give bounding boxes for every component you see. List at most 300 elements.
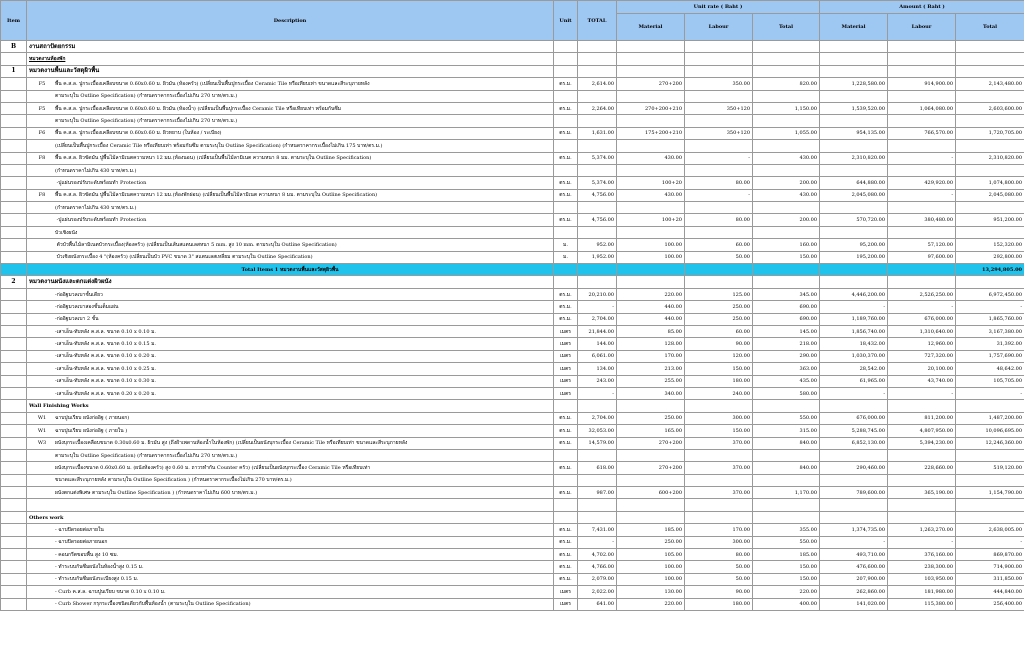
cell-item bbox=[1, 549, 27, 561]
cell-amount-total bbox=[956, 65, 1024, 77]
cell-quantity: 2,614.00 bbox=[578, 78, 617, 90]
cell-item: 1 bbox=[1, 65, 27, 77]
cell-rate-material: 185.00 bbox=[617, 524, 685, 536]
cell-quantity: - bbox=[578, 301, 617, 313]
cell-amount-total: 951,200.00 bbox=[956, 214, 1024, 226]
description-text: - ทำระบบกันซึมผนังระเบียงสูง 0.15 ม. bbox=[55, 576, 139, 583]
cell-amount-labour: - bbox=[888, 387, 956, 399]
table-row bbox=[1, 598, 1024, 610]
cell-amount-labour: 380,480.00 bbox=[888, 214, 956, 226]
cell-rate-material: 255.00 bbox=[617, 375, 685, 387]
cell-quantity: 32,053.00 bbox=[578, 425, 617, 437]
cell-item bbox=[1, 499, 27, 511]
cell-amount-total: 1,487,200.00 bbox=[956, 412, 1024, 424]
cell-rate-material: 250.00 bbox=[617, 536, 685, 548]
cell-amount-material bbox=[820, 140, 888, 152]
cell-amount-total: 2,045,080.00 bbox=[956, 189, 1024, 201]
cell-description bbox=[27, 313, 554, 325]
cell-rate-labour bbox=[685, 140, 753, 152]
cell-amount-total: 311,850.00 bbox=[956, 573, 1024, 585]
description-text: ตามระบุใน Outline Specification) (กำหนดราคากระเบื้องไม่เกิน 270 บาท/ตร.ม.) bbox=[55, 452, 238, 459]
cell-rate-total: 550.00 bbox=[753, 536, 820, 548]
cell-quantity bbox=[578, 41, 617, 53]
cell-amount-labour: 4,807,950.00 bbox=[888, 425, 956, 437]
cell-rate-total: 1,055.00 bbox=[753, 127, 820, 139]
cell-rate-labour: 50.00 bbox=[685, 251, 753, 263]
cell-amount-material: 61,965.00 bbox=[820, 375, 888, 387]
cell-rate-labour bbox=[685, 449, 753, 461]
description-text: ผนังตกแต่งพิเศษ ตามระบุใน Outline Specification ) (กำหนดราคาไม่เกิน 600 บาท/ตร.ม.) bbox=[55, 489, 258, 496]
cell-amount-labour: 811,200.00 bbox=[888, 412, 956, 424]
cell-quantity: 1,952.00 bbox=[578, 251, 617, 263]
cell-item bbox=[1, 177, 27, 189]
cell-rate-total: 1,150.00 bbox=[753, 102, 820, 114]
cell-description bbox=[27, 189, 554, 201]
cell-amount-material: 4,446,200.00 bbox=[820, 288, 888, 300]
cell-item bbox=[1, 437, 27, 449]
cell-quantity: 952.00 bbox=[578, 239, 617, 251]
cell-amount-total bbox=[956, 202, 1024, 214]
cell-item bbox=[1, 338, 27, 350]
table-row bbox=[1, 449, 1024, 461]
cell-rate-labour bbox=[685, 474, 753, 486]
description-text: (กำหนดราคาไม่เกิน 430 บาท/ตร.ม.) bbox=[55, 204, 137, 211]
description-text: ฉาบปูนเรียบ ผนังก่ออิฐ ( ภายใน ) bbox=[55, 427, 128, 434]
cell-description bbox=[27, 214, 554, 226]
table-row bbox=[1, 189, 1024, 201]
cell-rate-labour: 50.00 bbox=[685, 561, 753, 573]
cell-unit: ตร.ม. bbox=[554, 214, 578, 226]
cell-rate-total: 220.00 bbox=[753, 586, 820, 598]
cell-item bbox=[1, 325, 27, 337]
cell-unit: ตร.ม. bbox=[554, 561, 578, 573]
cell-unit bbox=[554, 474, 578, 486]
cell-item bbox=[1, 301, 27, 313]
cell-item bbox=[1, 524, 27, 536]
cell-rate-material bbox=[617, 115, 685, 127]
cell-quantity: 14,579.00 bbox=[578, 437, 617, 449]
cell-rate-labour: 250.00 bbox=[685, 313, 753, 325]
cell-amount-labour: 5,394,230.00 bbox=[888, 437, 956, 449]
cell-quantity bbox=[578, 53, 617, 65]
cell-description bbox=[27, 598, 554, 610]
cell-item bbox=[1, 511, 27, 523]
cell-amount-material: 1,856,740.00 bbox=[820, 325, 888, 337]
cell-rate-total: 315.00 bbox=[753, 425, 820, 437]
cell-amount-total: 6,972,450.00 bbox=[956, 288, 1024, 300]
description-text: (กำหนดราคาไม่เกิน 430 บาท/ตร.ม.) bbox=[55, 167, 137, 174]
table-row bbox=[1, 387, 1024, 399]
cell-item bbox=[1, 189, 27, 201]
cell-amount-labour: 228,660.00 bbox=[888, 462, 956, 474]
cell-description bbox=[27, 338, 554, 350]
cell-amount-material: 6,852,130.00 bbox=[820, 437, 888, 449]
cell-amount-total: 3,167,380.00 bbox=[956, 325, 1024, 337]
cell-item bbox=[1, 288, 27, 300]
cell-item bbox=[1, 140, 27, 152]
cell-description bbox=[27, 573, 554, 585]
cell-quantity: 2,704.00 bbox=[578, 313, 617, 325]
cell-unit: เมตร bbox=[554, 338, 578, 350]
cell-amount-labour bbox=[888, 41, 956, 53]
description-text: พื้น ค.ส.ล. ผิวขัดมัน ปูพื้นไม้ลามิเนตความหนา 12 มม.(ห้องนอน) (เปลี่ยนเป็นพื้นไม้ลามิเนต ความหนา 8 มม. ตามระบุใน Outline Specification) bbox=[55, 155, 372, 162]
cell-rate-material bbox=[617, 449, 685, 461]
cell-amount-material: 28,542.00 bbox=[820, 363, 888, 375]
cell-rate-material bbox=[617, 276, 685, 288]
table-row bbox=[1, 524, 1024, 536]
description-text: พื้น ค.ส.ล. ปูกระเบื้องเคลือบขนาด 0.60x0.60 ม. ผิวมัน (ห้องครัว) (เปลี่ยนเป็นพื้นปูกระเบื้อง Ceramic Tile หรือเทียบเท่า ขนาดและสีระบุภายหลัง bbox=[55, 80, 370, 87]
cell-amount-labour: 20,100.00 bbox=[888, 363, 956, 375]
table-row bbox=[1, 499, 1024, 511]
cell-amount-total: - bbox=[956, 387, 1024, 399]
cell-quantity bbox=[578, 499, 617, 511]
cell-rate-total: 840.00 bbox=[753, 462, 820, 474]
cell-rate-total: 150.00 bbox=[753, 573, 820, 585]
cell-quantity bbox=[578, 226, 617, 238]
cell-rate-total: 200.00 bbox=[753, 214, 820, 226]
cell-rate-material: 170.00 bbox=[617, 350, 685, 362]
cell-rate-total: 150.00 bbox=[753, 251, 820, 263]
table-row bbox=[1, 462, 1024, 474]
cell-unit: ตร.ม. bbox=[554, 152, 578, 164]
cell-quantity bbox=[578, 474, 617, 486]
cell-rate-total: 185.00 bbox=[753, 549, 820, 561]
cell-amount-total: 2,603,600.00 bbox=[956, 102, 1024, 114]
cell-unit: เมตร bbox=[554, 586, 578, 598]
cell-rate-total bbox=[753, 226, 820, 238]
cell-amount-total bbox=[956, 41, 1024, 53]
cell-amount-material: 141,020.00 bbox=[820, 598, 888, 610]
cell-rate-material: 220.00 bbox=[617, 288, 685, 300]
cell-rate-material bbox=[617, 474, 685, 486]
cell-amount-material: 476,600.00 bbox=[820, 561, 888, 573]
cell-item: 2 bbox=[1, 276, 27, 288]
cell-unit: ตร.ม. bbox=[554, 487, 578, 499]
description-text: -ก่ออิฐมวลเบาสองชั้นเต็มแผ่น bbox=[55, 303, 119, 310]
cell-quantity bbox=[578, 202, 617, 214]
cell-rate-total: 160.00 bbox=[753, 239, 820, 251]
cell-rate-labour bbox=[685, 499, 753, 511]
cell-item bbox=[1, 363, 27, 375]
table-row bbox=[1, 226, 1024, 238]
cell-amount-labour: - bbox=[888, 301, 956, 313]
cell-unit: ตร.ม. bbox=[554, 462, 578, 474]
cell-rate-labour: 370.00 bbox=[685, 437, 753, 449]
cell-rate-material: 130.00 bbox=[617, 586, 685, 598]
cell-rate-labour: 80.00 bbox=[685, 214, 753, 226]
cell-amount-material: 262,860.00 bbox=[820, 586, 888, 598]
table-row bbox=[1, 53, 1024, 65]
cell-rate-material: 100.00 bbox=[617, 239, 685, 251]
header-rate-labour: Labour bbox=[685, 14, 753, 41]
cell-rate-labour bbox=[685, 400, 753, 412]
header-rate-material: Material bbox=[617, 14, 685, 41]
cell-rate-material bbox=[617, 164, 685, 176]
cell-description bbox=[27, 449, 554, 461]
cell-rate-total bbox=[753, 115, 820, 127]
cell-unit: ตร.ม. bbox=[554, 437, 578, 449]
description-text: ตัวบัวพื้นไม้ลามิเนตบัวกระเบื้อง(ห้องครัว) (เปลี่ยนเป็นเส้นสแตนเลสหนา 5 mm. สูง 10 mm. ตามระบุใน Outline Specification) bbox=[55, 241, 337, 248]
cell-amount-material: 570,720.00 bbox=[820, 214, 888, 226]
cell-unit bbox=[554, 264, 578, 276]
cell-rate-labour: 370.00 bbox=[685, 462, 753, 474]
cell-rate-material: 430.00 bbox=[617, 152, 685, 164]
cell-quantity: 2,022.00 bbox=[578, 586, 617, 598]
item-code: F8 bbox=[38, 155, 46, 162]
cell-description bbox=[27, 325, 554, 337]
table-row bbox=[1, 350, 1024, 362]
cell-quantity: 4,756.00 bbox=[578, 214, 617, 226]
cell-unit: เมตร bbox=[554, 598, 578, 610]
cell-description bbox=[27, 425, 554, 437]
cell-description bbox=[27, 350, 554, 362]
cell-quantity: 4,756.00 bbox=[578, 189, 617, 201]
cell-amount-material: - bbox=[820, 536, 888, 548]
cell-description bbox=[27, 164, 554, 176]
cell-amount-total bbox=[956, 226, 1024, 238]
cell-unit: ตร.ม. bbox=[554, 189, 578, 201]
cell-amount-total: 12,246,360.00 bbox=[956, 437, 1024, 449]
cell-rate-total: 840.00 bbox=[753, 437, 820, 449]
cell-rate-material: 270+200+210 bbox=[617, 102, 685, 114]
cell-rate-total: 400.00 bbox=[753, 598, 820, 610]
cell-amount-labour: 181,980.00 bbox=[888, 586, 956, 598]
cell-amount-labour: - bbox=[888, 189, 956, 201]
cell-amount-labour: 365,190.00 bbox=[888, 487, 956, 499]
cell-rate-total: 363.00 bbox=[753, 363, 820, 375]
description-text: (เปลี่ยนเป็นพื้นปูกระเบื้อง Ceramic Tile หรือเทียบเท่า พร้อมกันซึม ตามระบุใน Outline Specification) (กำหนดราคากระเบื้องไม่เกิน 175 บาท/ตร.ม.) bbox=[55, 142, 383, 149]
cell-rate-labour: 90.00 bbox=[685, 338, 753, 350]
description-text: บัวเชิงผนัง bbox=[55, 229, 78, 236]
cell-unit: ตร.ม. bbox=[554, 78, 578, 90]
description-text: ผนังบุกระเบื้องขนาด 0.60x0.60 ม. (ผนังห้องครัว) สูง 0.60 ม. ถาวรทำกัน Counter ครัว) (เปลี่ยนเป็นผนังบุกระเบื้อง Ceramic Tile หรือเทียบเท่า bbox=[55, 464, 371, 471]
cell-amount-labour: 43,740.00 bbox=[888, 375, 956, 387]
cell-amount-total: 105,705.00 bbox=[956, 375, 1024, 387]
cell-amount-material bbox=[820, 65, 888, 77]
description-text: ตามระบุใน Outline Specification) (กำหนดราคากระเบื้องไม่เกิน 270 บาท/ตร.ม.) bbox=[55, 118, 238, 125]
cell-unit bbox=[554, 400, 578, 412]
cell-rate-material: 440.00 bbox=[617, 313, 685, 325]
cell-amount-total: 256,400.00 bbox=[956, 598, 1024, 610]
cell-amount-material: 1,030,370.00 bbox=[820, 350, 888, 362]
header-rate-total: Total bbox=[753, 14, 820, 41]
section-row bbox=[1, 41, 1024, 53]
cell-description bbox=[27, 412, 554, 424]
cell-quantity: 2,704.00 bbox=[578, 412, 617, 424]
table-row bbox=[1, 214, 1024, 226]
cell-amount-material: 207,900.00 bbox=[820, 573, 888, 585]
cell-quantity: 641.00 bbox=[578, 598, 617, 610]
cell-rate-labour bbox=[685, 202, 753, 214]
cell-rate-labour: 150.00 bbox=[685, 425, 753, 437]
cell-quantity: - bbox=[578, 536, 617, 548]
cell-rate-labour: 80.00 bbox=[685, 549, 753, 561]
cell-rate-material: 600+200 bbox=[617, 487, 685, 499]
cell-rate-total: 580.00 bbox=[753, 387, 820, 399]
cell-amount-material bbox=[820, 400, 888, 412]
cell-amount-material bbox=[820, 499, 888, 511]
cell-rate-total bbox=[753, 140, 820, 152]
cell-rate-total bbox=[753, 264, 820, 276]
cell-amount-total bbox=[956, 511, 1024, 523]
cell-amount-labour: - bbox=[888, 152, 956, 164]
cell-unit: ตร.ม. bbox=[554, 536, 578, 548]
cell-description: หมวดงานผนังและตกแต่งผิวผนัง bbox=[27, 276, 554, 288]
description-text: - คอนกรีตขอบพื้น สูง 10 ซม. bbox=[55, 551, 119, 558]
description-text: ขนาดและสีระบุภายหลัง ตามระบุใน Outline Specification ) (กำหนดราคากระเบื้องไม่เกิน 270 บาท/ตร.ม.) bbox=[55, 477, 292, 484]
cell-unit bbox=[554, 449, 578, 461]
cell-unit: ตร.ม. bbox=[554, 573, 578, 585]
cell-rate-material: 175+200+210 bbox=[617, 127, 685, 139]
cell-amount-labour bbox=[888, 499, 956, 511]
cell-amount-total bbox=[956, 499, 1024, 511]
cell-amount-material: - bbox=[820, 387, 888, 399]
cell-quantity bbox=[578, 276, 617, 288]
cell-rate-total bbox=[753, 65, 820, 77]
cell-description bbox=[27, 177, 554, 189]
cell-amount-material: 493,710.00 bbox=[820, 549, 888, 561]
cell-rate-material: 213.00 bbox=[617, 363, 685, 375]
cell-amount-material: 1,539,520.00 bbox=[820, 102, 888, 114]
boq-body bbox=[1, 41, 1024, 611]
cell-amount-labour bbox=[888, 140, 956, 152]
table-row bbox=[1, 78, 1024, 90]
description-text: ผนังบุกระเบื้องเคลือบขนาด 0.30x0.60 ม. ผิวมัน สูง (ถึงฝ้าเพดานห้องน้ำในห้องพัก) (เปลี่ยนเป็นผนังบุกระเบื้อง Ceramic Tile หรือเทียบเท่า ขนาดและสีระบุภายหลัง bbox=[55, 440, 408, 447]
cell-rate-labour: 120.00 bbox=[685, 350, 753, 362]
cell-amount-total bbox=[956, 115, 1024, 127]
cell-amount-total: 292,800.00 bbox=[956, 251, 1024, 263]
description-text: -ปูแผ่นรองปรับระดับพร้อมทำ Protection bbox=[55, 217, 147, 224]
cell-item bbox=[1, 375, 27, 387]
cell-unit bbox=[554, 90, 578, 102]
cell-amount-material: 95,200.00 bbox=[820, 239, 888, 251]
cell-amount-total bbox=[956, 474, 1024, 486]
cell-rate-labour: 150.00 bbox=[685, 363, 753, 375]
cell-amount-material bbox=[820, 90, 888, 102]
description-text: - ฉาบปิดรอยต่อภายใน bbox=[55, 526, 104, 533]
description-text: - ทำระบบกันซึมผนังในห้องน้ำสูง 0.15 ม. bbox=[55, 564, 144, 571]
cell-amount-total bbox=[956, 164, 1024, 176]
cell-amount-labour bbox=[888, 65, 956, 77]
table-row bbox=[1, 102, 1024, 114]
cell-rate-total bbox=[753, 202, 820, 214]
cell-rate-labour: 60.00 bbox=[685, 239, 753, 251]
header-unit-rate: Unit rate ( Baht ) bbox=[617, 1, 820, 14]
cell-description bbox=[27, 375, 554, 387]
cell-rate-material: 270+200 bbox=[617, 462, 685, 474]
cell-rate-total: 550.00 bbox=[753, 412, 820, 424]
cell-quantity: 2,264.00 bbox=[578, 102, 617, 114]
cell-description bbox=[27, 586, 554, 598]
description-text: - ฉาบปิดรอยต่อภายนอก bbox=[55, 539, 108, 546]
cell-description bbox=[27, 90, 554, 102]
cell-item bbox=[1, 561, 27, 573]
cell-amount-material bbox=[820, 53, 888, 65]
cell-rate-total: 430.00 bbox=[753, 152, 820, 164]
cell-amount-labour bbox=[888, 202, 956, 214]
cell-rate-total bbox=[753, 53, 820, 65]
cell-unit: ม. bbox=[554, 239, 578, 251]
cell-rate-total: 290.00 bbox=[753, 350, 820, 362]
cell-amount-labour: 12,960.00 bbox=[888, 338, 956, 350]
cell-item bbox=[1, 412, 27, 424]
cell-item bbox=[1, 127, 27, 139]
cell-item bbox=[1, 226, 27, 238]
header-amount-labour: Labour bbox=[888, 14, 956, 41]
cell-quantity: 20,210.00 bbox=[578, 288, 617, 300]
cell-rate-total: 200.00 bbox=[753, 177, 820, 189]
cell-amount-labour: 97,600.00 bbox=[888, 251, 956, 263]
cell-rate-total: 1,170.00 bbox=[753, 487, 820, 499]
cell-rate-material bbox=[617, 41, 685, 53]
cell-rate-labour: 80.00 bbox=[685, 177, 753, 189]
cell-description bbox=[27, 288, 554, 300]
cell-rate-labour: 180.00 bbox=[685, 598, 753, 610]
cell-rate-labour bbox=[685, 226, 753, 238]
cell-quantity bbox=[578, 115, 617, 127]
cell-rate-labour bbox=[685, 41, 753, 53]
cell-amount-material: 1,228,580.00 bbox=[820, 78, 888, 90]
cell-rate-material bbox=[617, 202, 685, 214]
description-text: -ก่ออิฐมวลเบา 2 ชั้น bbox=[55, 316, 99, 323]
cell-quantity: 134.00 bbox=[578, 363, 617, 375]
cell-rate-material bbox=[617, 65, 685, 77]
cell-amount-labour bbox=[888, 276, 956, 288]
cell-rate-total: 435.00 bbox=[753, 375, 820, 387]
cell-quantity bbox=[578, 140, 617, 152]
cell-rate-total: 345.00 bbox=[753, 288, 820, 300]
cell-rate-labour: 250.00 bbox=[685, 301, 753, 313]
cell-amount-total bbox=[956, 400, 1024, 412]
cell-amount-labour: 676,000.00 bbox=[888, 313, 956, 325]
cell-item bbox=[1, 474, 27, 486]
cell-description: งานสถาปัตยกรรม bbox=[27, 41, 554, 53]
cell-quantity: 4,766.00 bbox=[578, 561, 617, 573]
description-text: -เสาเอ็น-ทับหลัง ค.ส.ล. ขนาด 0.10 x 0.20 ม. bbox=[55, 353, 156, 360]
cell-rate-total bbox=[753, 41, 820, 53]
item-code: F8 bbox=[38, 192, 46, 199]
cell-item bbox=[1, 586, 27, 598]
cell-item bbox=[1, 462, 27, 474]
table-row bbox=[1, 202, 1024, 214]
cell-rate-labour: 180.00 bbox=[685, 375, 753, 387]
cell-unit bbox=[554, 41, 578, 53]
cell-item: B bbox=[1, 41, 27, 53]
cell-amount-labour: 376,160.00 bbox=[888, 549, 956, 561]
cell-rate-labour: 350+120 bbox=[685, 102, 753, 114]
header-amount: Amount ( Baht ) bbox=[820, 1, 1024, 14]
cell-description bbox=[27, 226, 554, 238]
cell-item bbox=[1, 164, 27, 176]
cell-unit: เมตร bbox=[554, 325, 578, 337]
cell-amount-labour bbox=[888, 449, 956, 461]
description-text: -เสาเอ็น-ทับหลัง ค.ส.ล. ขนาด 0.10 x 0.30 ม. bbox=[55, 378, 156, 385]
cell-item bbox=[1, 102, 27, 114]
cell-amount-labour: 766,570.00 bbox=[888, 127, 956, 139]
cell-rate-material: 340.00 bbox=[617, 387, 685, 399]
table-row bbox=[1, 400, 1024, 412]
cell-description bbox=[27, 363, 554, 375]
item-code: F6 bbox=[38, 130, 46, 137]
cell-description bbox=[27, 499, 554, 511]
cell-rate-total bbox=[753, 164, 820, 176]
cell-amount-total: 48,642.00 bbox=[956, 363, 1024, 375]
cell-amount-total: 1,154,790.00 bbox=[956, 487, 1024, 499]
cell-item bbox=[1, 598, 27, 610]
cell-description bbox=[27, 152, 554, 164]
table-row bbox=[1, 412, 1024, 424]
cell-rate-total: 150.00 bbox=[753, 561, 820, 573]
